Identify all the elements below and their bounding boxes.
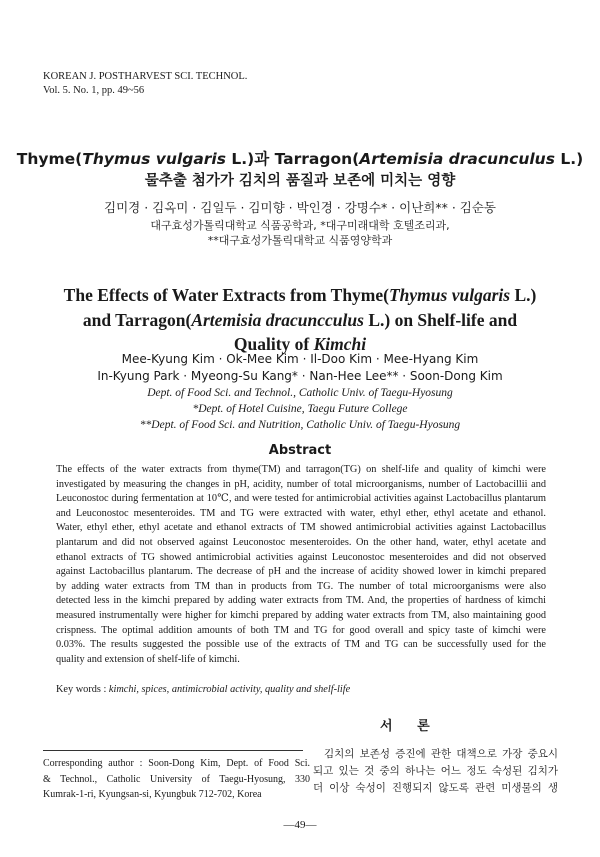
english-authors-line-1: Mee-Kyung Kim · Ok-Mee Kim · Il-Doo Kim · Mee-Hyang Kim <box>121 352 479 366</box>
introduction-text <box>313 746 558 797</box>
english-affiliation-1: Dept. of Food Sci. and Technol., Catholic Univ. of Taegu-Hyosung <box>147 387 453 399</box>
korean-title-line-2: 물추출 첨가가 김치의 품질과 보존에 미치는 영향 <box>144 173 456 189</box>
korean-title-species: Thymus vulgaris <box>82 150 226 168</box>
abstract-line: investigated by measuring the changes in pH, acidity, number of total microorganisms, number of Lactobacillii and <box>56 478 546 490</box>
english-title-line-1 <box>0 283 600 308</box>
abstract-line: The effects of the water extracts from thyme(TM) and tarragon(TG) on shelf-life and quality of kimchi were <box>56 464 546 475</box>
abstract-line: and Leuconostoc mesenteroides. TM and TG were extracted with water, ethyl ether, ethyl acetate and ethanol. <box>56 507 546 519</box>
section-heading-introduction: 서 론 <box>380 719 440 734</box>
abstract-line: quality and extension of shelf-life of kimchi. <box>56 653 240 665</box>
abstract-line: detected less in the kimchi prepared by adding water extracts from TM. And, the properties of hardness of kimchi <box>56 595 546 607</box>
korean-affiliations <box>0 218 600 248</box>
korean-title <box>0 148 600 192</box>
journal-header <box>43 70 247 98</box>
korean-authors: 김미경 · 김옥미 · 김일두 · 김미향 · 박인경 · 강명수* · 이난희** · 김순동 <box>104 200 496 215</box>
footnote-line: & Technol., Catholic University of Taegu-Hyosung, 330 <box>43 773 310 785</box>
keywords <box>56 684 350 695</box>
page-number: —49— <box>283 819 317 831</box>
english-affiliation-2: *Dept. of Hotel Cuisine, Taegu Future College <box>192 403 408 415</box>
korean-title-text: Thyme( <box>16 150 83 168</box>
abstract-line: plantarum and did not observed against Leuconostoc mesenteroides. On the other hand, water, ethyl acetate and <box>56 536 546 548</box>
english-title-text: L.) <box>510 285 537 305</box>
abstract-line: 0.03%. The results suggested the possible use of the extracts of TM and TG can be successfully used for the <box>56 639 546 651</box>
abstract-line: crispness. The optimal addition amounts of both TM and TG for good overall and spicy taste of kimchi were <box>56 624 546 636</box>
footnote-line: Kumrak-1-ri, Kyungsan-si, Kyungbuk 712-702, Korea <box>43 789 262 800</box>
korean-affiliation-1: 대구효성가톨릭대학교 식품공학과, *대구미래대학 호텔조리과, <box>150 219 450 232</box>
korean-affiliation-2: **대구효성가톨릭대학교 식품영양학과 <box>207 234 393 247</box>
english-title-text: The Effects of Water Extracts from Thyme( <box>63 285 389 305</box>
journal-volume: Vol. 5. No. 1, pp. 49~56 <box>43 85 145 96</box>
english-authors <box>0 351 600 385</box>
abstract-body <box>56 463 546 667</box>
english-title-text: Quality of <box>233 334 314 354</box>
corresponding-author-footnote <box>43 756 310 803</box>
korean-title-text: L.) <box>554 150 584 168</box>
introduction-line: 김치의 보존성 증진에 관한 대책으로 가장 중요시 <box>324 748 558 760</box>
abstract-line: by adding water extracts from TM than in products from TG. The number of total microorganisms were also <box>56 580 546 592</box>
abstract-line: Leuconostoc during fermentation at 10℃, and were tested for antimicrobial activities against Lactobacillus plantarum <box>56 493 546 505</box>
abstract-line: against Lactobacillus plantarum. The decrease of pH and the increase of acidity showed lower in kimchi prepared <box>56 566 546 578</box>
footnote-line: Corresponding author : Soon-Dong Kim, Dept. of Food Sci. <box>43 758 310 769</box>
introduction-line: 더 이상 숙성이 진행되지 않도록 관련 미생물의 생 <box>313 782 558 794</box>
english-title-kimchi: Kimchi <box>313 334 367 354</box>
korean-title-species: Artemisia dracunculus <box>359 150 555 168</box>
english-title-species: Thymus vulgaris <box>388 285 511 305</box>
english-title-text: L.) on Shelf-life and <box>363 309 518 330</box>
korean-title-text: L.)과 Tarragon( <box>225 150 360 168</box>
abstract-line: Water, ethyl ether, ethyl acetate and ethanol extracts of TM showed antimicrobial activities against Lactobacillus <box>56 522 546 534</box>
abstract-line: ethanol extracts of TG showed antimicrobial activities against Leuconostoc mesenteroides and did not observed <box>56 551 546 563</box>
abstract-heading: Abstract <box>268 443 332 458</box>
english-affiliations <box>0 385 600 433</box>
english-authors-line-2: In-Kyung Park · Myeong-Su Kang* · Nan-Hee Lee** · Soon-Dong Kim <box>97 369 503 383</box>
english-title-text: and Tarragon( <box>82 309 192 330</box>
abstract-line: measured instrumentally were higher for kimchi prepared by adding water extracts from TM, also maintaining good <box>56 609 546 621</box>
keywords-text: kimchi, spices, antimicrobial activity, quality and shelf-life <box>108 684 351 695</box>
journal-name: KOREAN J. POSTHARVEST SCI. TECHNOL. <box>43 71 248 82</box>
english-title <box>0 283 600 357</box>
korean-title-line-1 <box>0 148 600 170</box>
introduction-line: 되고 있는 것 중의 하나는 어느 정도 숙성된 김치가 <box>313 765 558 777</box>
english-title-line-2 <box>0 308 600 333</box>
english-title-species: Artemisia dracuncculus <box>191 309 364 330</box>
keywords-label: Key words : <box>56 684 107 695</box>
footnote-divider <box>43 750 303 751</box>
english-affiliation-3: **Dept. of Food Sci. and Nutrition, Catholic Univ. of Taegu-Hyosung <box>139 419 461 431</box>
